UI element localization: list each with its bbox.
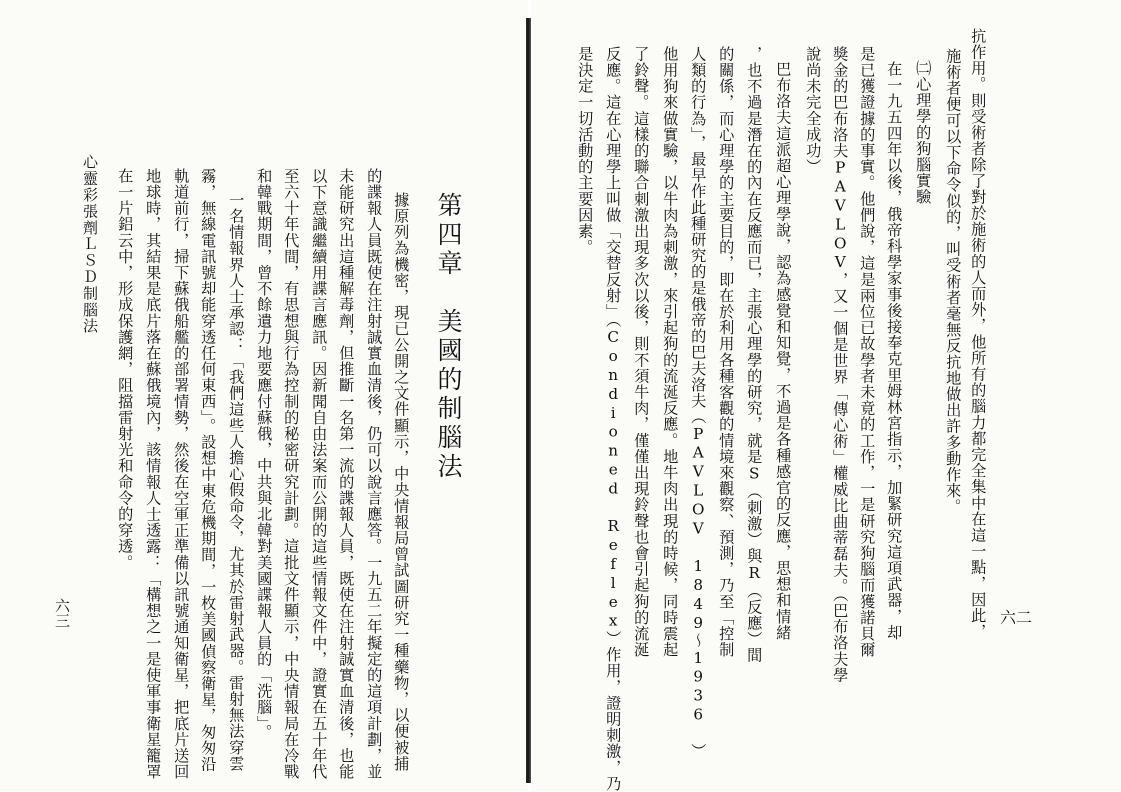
book-spine — [526, 18, 531, 783]
running-footer-title: 心靈彩張劑ＬＳＤ制腦法 — [81, 154, 99, 335]
left-column-6: 和韓戰期間，曾不餘遺力地要應付蘇俄，中共與北韓對美國諜報人員的「洗腦」。 — [255, 168, 274, 740]
right-column-12: 他用狗來做實驗，以牛肉為刺激，來引起狗的流涎反應。地牛肉出現的時候，同時震起 — [661, 46, 680, 658]
right-column-1: 抗作用。則受術者除了對於施術的人而外，他所有的腦力都完全集中在這一點，因此， — [969, 28, 988, 640]
right-column-13: 了鈴聲。這樣的聯合刺激出現多次以後，則不須牛肉，僅僅出現鈴聲也會引起狗的流涎 — [632, 46, 651, 658]
chapter-title: 第四章 美國的制腦法 — [434, 192, 463, 482]
right-column-9: ，也不過是潛在的內在反應而已，主張心理學的研究，就是S（刺激）與R（反應）間 — [745, 46, 764, 664]
left-column-3: 未能研究出這種解毒劑，但推斷一名第一流的諜報人員，既使在注射誠實血清後，也能 — [337, 168, 356, 780]
left-column-2: 的諜報人員既使在注射誠實血清後，仍可以說言應答。一九五二年擬定的這項計劃，並 — [365, 168, 384, 780]
left-column-8: 霧，無線電訊號却能穿透任何東西」。設想中東危機期間，一枚美國偵察衛星，匆匆沿 — [199, 168, 218, 773]
right-column-15: 是決定一切活動的主要因素。 — [576, 46, 595, 256]
right-column-7: 說尚未完全成功） — [804, 46, 823, 175]
right-column-14: 反應。這在心理學上叫做「交替反射」（Condioned Reflex）作用，證明刺激，乃 — [604, 46, 623, 792]
right-column-11: 人類的行為」，最早作此種研究的是俄帝的巴夫洛夫（PAVLOV 1849～1936 ） — [689, 46, 708, 760]
left-column-9: 軌道前行，掃下蘇俄船艦的部署情勢，然後在空軍正準備以訊號通知衛星，把底片送回 — [172, 168, 191, 780]
right-column-5: 是已獲證據的事實。他們說，這是兩位已故學者未竟的工作，一是研究狗腦而獲諾貝爾 — [858, 46, 877, 658]
right-section-heading: ㈡心理學的狗腦實驗 — [914, 60, 933, 205]
left-column-4: 以下意識繼續用諜言應訊。因新聞自由法案而公開的這些情報文件中，證實在五十年代 — [310, 168, 329, 780]
right-column-4: 在一九五四年以後，俄帝科學家事後接奉克里姆林宮指示，加緊研究這項武器，却 — [885, 61, 904, 641]
left-page-number: 六三 — [53, 598, 71, 628]
right-column-2: 施術者便可以下命令似的，叫受術者毫無反抗地做出許多動作來。 — [944, 48, 963, 515]
left-column-10: 地球時，其結果是底片落在蘇俄境內，該情報人士透露：「構想之一是使軍事衛星籠罩 — [144, 168, 163, 780]
left-column-1: 據原列為機密，現已公開之文件顯示，中央情報局曾試圖研究一種藥物，以便被捕 — [392, 192, 411, 772]
left-column-5: 至六十年代間，有思想與行為控制的秘密研究計劃。這批文件顯示，中央情報局在冷戰 — [282, 168, 301, 780]
right-column-10: 的關係，而心理學的主要目的，即在於利用各種客觀的情境來觀察、預測，乃至「控制 — [717, 46, 736, 658]
left-column-11: 在一片鋁云中，形成保護網，阻擋雷射光和命令的穿透。 — [116, 168, 135, 571]
right-column-6: 獎金的巴布洛夫PAVLOV，又一個是世界「傳心術」權威比曲蒂磊夫。（巴布洛夫學 — [831, 46, 850, 684]
left-column-7: 一名情報界人士承認：「我們這些人擔心假命令，尤其於雷射武器。雷射無法穿雲 — [227, 192, 246, 772]
right-page-number: 六二 — [1000, 608, 1033, 627]
right-column-8: 巴布洛夫這派超心理學說，認為感覺和知覺，不過是各種感官的反應，思想和情緒 — [774, 61, 793, 641]
